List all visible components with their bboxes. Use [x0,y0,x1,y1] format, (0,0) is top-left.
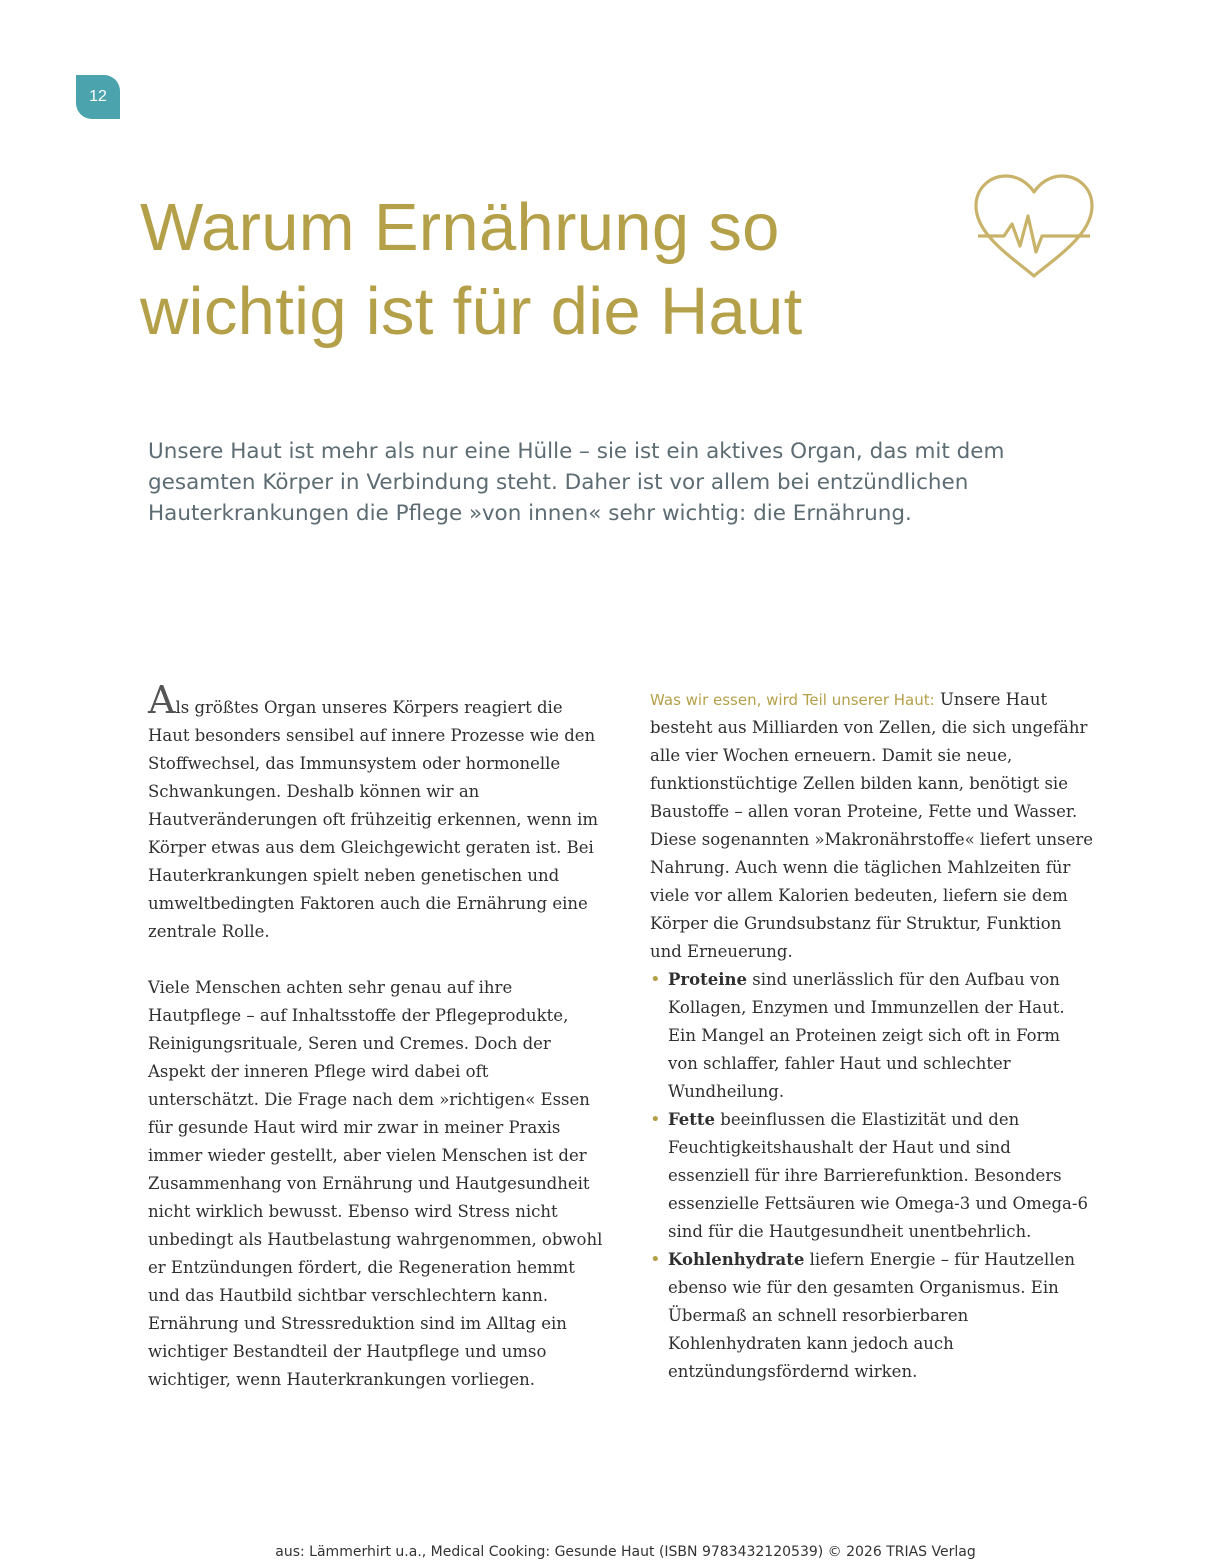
dropcap: A [148,678,176,722]
right-paragraph-text: Unsere Haut besteht aus Milliarden von Zellen, die sich ungefähr alle vier Wochen erneuern. Damit sie neue, funktionstüchtige Zellen bilden kann, benötigt sie Baustoffe – allen voran Proteine, Fette und Wasser. Diese sogenannten »Makronährstoffe« liefert unsere Nahrung. Auch wenn die täglichen Mahlzeiten für viele vor allem Kalorien bedeuten, liefern sie dem Körper die Grundsubstanz für Struktur, Funktion und Erneuerung. [650,690,1094,961]
list-item-text: sind unerlässlich für den Aufbau von Kollagen, Enzymen und Immunzellen der Haut. Ein Mangel an Proteinen zeigt sich oft in Form von schlaffer, fahler Haut und schlechter Wundheilung. [668,970,1065,1101]
page-number: 12 [89,88,107,105]
right-column [650,686,1095,1386]
list-item [650,1246,1095,1386]
nutrient-list [650,966,1095,1386]
list-item [650,966,1095,1106]
heart-pulse-icon [970,172,1098,284]
title-line-1: Warum Ernährung so [140,190,780,265]
section-label: Was wir essen, wird Teil unserer Haut: [650,691,935,709]
left-column [148,678,603,1394]
source-footer: aus: Lämmerhirt u.a., Medical Cooking: Gesunde Haut (ISBN 9783432120539) © 2026 TRIAS Verlag [275,1544,976,1560]
left-paragraph-1 [148,678,603,946]
left-paragraph-1-text: ls größtes Organ unseres Körpers reagiert die Haut besonders sensibel auf innere Prozesse wie den Stoffwechsel, das Immunsystem oder hormonelle Schwankungen. Deshalb können wir an Hautveränderungen oft frühzeitig erkennen, wenn im Körper etwas aus dem Gleichgewicht geraten ist. Bei Hauterkrankungen spielt neben genetischen und umweltbedingten Faktoren auch die Ernährung eine zentrale Rolle. [148,698,599,941]
page-number-badge [76,75,120,119]
left-paragraph-2: Viele Menschen achten sehr genau auf ihre Hautpflege – auf Inhaltsstoffe der Pflegeprodukte, Reinigungsrituale, Seren und Cremes. Doch der Aspekt der inneren Pflege wird dabei oft unterschätzt. Die Frage nach dem »richtigen« Essen für gesunde Haut wird mir zwar in meiner Praxis immer wieder gestellt, aber vielen Menschen ist der Zusammenhang von Ernährung und Hautgesundheit nicht wirklich bewusst. Ebenso wird Stress nicht unbedingt als Hautbelastung wahrgenommen, obwohl er Entzündungen fördert, die Regeneration hemmt und das Hautbild sichtbar verschlechtern kann. Ernährung und Stressreduktion sind im Alltag ein wichtiger Bestandteil der Hautpflege und umso wichtiger, wenn Hauterkrankungen vorliegen. [148,978,603,1389]
list-item-term: Kohlenhydrate [668,1250,805,1269]
list-item-text: beeinflussen die Elastizität und den Feuchtigkeitshaushalt der Haut und sind essenziell für ihre Barrierefunktion. Besonders essenzielle Fettsäuren wie Omega-3 und Omega-6 sind für die Hautgesundheit unentbehrlich. [668,1110,1088,1241]
list-item-term: Fette [668,1110,716,1129]
title-line-2: wichtig ist für die Haut [140,274,803,349]
list-item [650,1106,1095,1246]
page-title [140,186,960,354]
intro-paragraph: Unsere Haut ist mehr als nur eine Hülle – sie ist ein aktives Organ, das mit dem gesamten Körper in Verbindung steht. Daher ist vor allem bei entzündlichen Hauterkrankungen die Pflege »von innen« sehr wichtig: die Ernährung. [148,439,1005,526]
list-item-text: liefern Energie – für Hautzellen ebenso wie für den gesamten Organismus. Ein Übermaß an schnell resorbierbaren Kohlenhydraten kann jedoch auch entzündungsfördernd wirken. [668,1250,1075,1381]
right-paragraph [650,686,1095,966]
list-item-term: Proteine [668,970,747,989]
